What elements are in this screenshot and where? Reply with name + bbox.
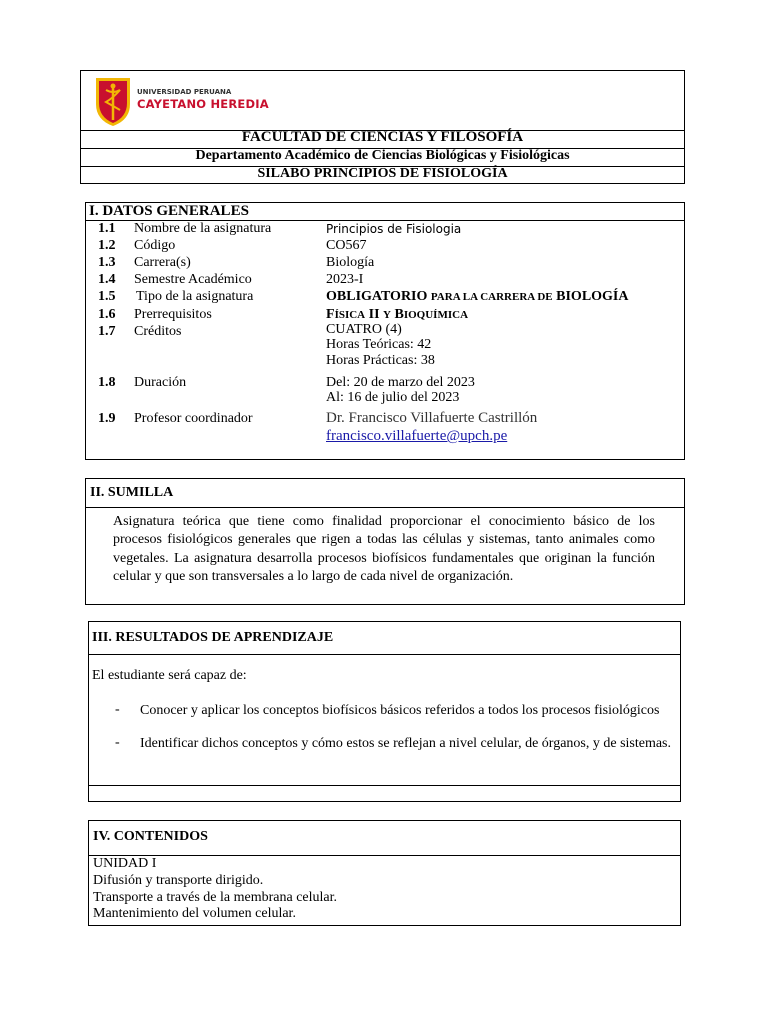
row-1-9-number: 1.9 — [98, 411, 116, 426]
general-heading: I. DATOS GENERALES — [89, 203, 249, 219]
contents-line-1: UNIDAD I — [93, 856, 157, 871]
sumilla-heading: II. SUMILLA — [90, 485, 174, 500]
outcomes-heading-divider — [89, 654, 680, 655]
prereq-numeral: II — [368, 307, 380, 322]
logo-line-1: UNIVERSIDAD PERUANA — [137, 88, 232, 96]
outcomes-heading: III. RESULTADOS DE APRENDIZAJE — [92, 630, 334, 645]
row-1-7-value-hours-practice: Horas Prácticas: 38 — [326, 353, 435, 368]
course-type-connector: PARA LA CARRERA DE — [430, 291, 553, 303]
row-1-2-number: 1.2 — [98, 238, 116, 253]
contents-line-3: Transporte a través de la membrana celular. — [93, 890, 338, 905]
sumilla-section — [85, 478, 685, 605]
row-1-7-value: CUATRO (4) — [326, 322, 402, 337]
sumilla-text: Asignatura teórica que tiene como finalidad proporcionar el conocimiento básico de los procesos fisiológicos generales que rigen a todas las células y sistemas, tanto animales como vegetales. La asignatura desarrolla procesos biofísicos fundamentales que originan la función celular y que son transversales a lo largo de cada nivel de organización. — [113, 514, 655, 584]
contents-heading: IV. CONTENIDOS — [93, 829, 208, 844]
coordinator-email-link[interactable]: francisco.villafuerte@upch.pe — [326, 428, 508, 444]
row-1-8-number: 1.8 — [98, 375, 116, 390]
row-1-5-label: Tipo de la asignatura — [136, 289, 254, 304]
row-1-5-value — [326, 289, 629, 305]
row-1-1-value: Principios de Fisiologia — [326, 222, 462, 236]
row-1-3-value: Biología — [326, 255, 375, 270]
course-type-value: OBLIGATORIO — [326, 289, 428, 304]
row-1-4-value: 2023-I — [326, 272, 364, 287]
row-1-6-value — [326, 307, 468, 323]
outcome-2-bullet: - — [115, 735, 120, 750]
row-1-7-number: 1.7 — [98, 324, 116, 339]
row-1-8-value-end: Al: 16 de julio del 2023 — [326, 390, 460, 405]
row-1-1-number: 1.1 — [98, 221, 116, 236]
outcomes-bottom-divider — [89, 785, 680, 786]
row-1-8-value-start: Del: 20 de marzo del 2023 — [326, 375, 475, 390]
row-1-3-label: Carrera(s) — [134, 255, 191, 270]
row-1-2-value: CO567 — [326, 238, 367, 253]
university-shield-logo — [94, 76, 132, 128]
department-title: Departamento Académico de Ciencias Biológicas y Fisiológicas — [195, 148, 570, 163]
contents-section — [88, 820, 681, 926]
sumilla-heading-divider — [86, 507, 684, 508]
outcome-1-bullet: - — [115, 702, 120, 717]
title-box — [80, 130, 685, 184]
learning-outcomes-section — [88, 621, 681, 802]
outcome-1-text: Conocer y aplicar los conceptos biofísicos básicos referidos a todos los procesos fisiológicos — [140, 703, 660, 718]
prereq-cap-1: F — [326, 307, 335, 322]
row-1-3-number: 1.3 — [98, 255, 116, 270]
row-1-1-label: Nombre de la asignatura — [134, 221, 272, 236]
header-logo-box — [80, 70, 685, 131]
row-1-9-label: Profesor coordinador — [134, 411, 253, 426]
logo-line-2: CAYETANO HEREDIA — [137, 97, 269, 111]
row-1-4-label: Semestre Académico — [134, 272, 252, 287]
contents-heading-divider — [89, 855, 680, 856]
coordinator-name: Dr. Francisco Villafuerte Castrillón — [326, 410, 538, 426]
row-1-6-number: 1.6 — [98, 307, 116, 322]
row-1-7-value-hours-theory: Horas Teóricas: 42 — [326, 337, 432, 352]
outcome-2-text: Identificar dichos conceptos y cómo estos se reflejan a nivel celular, de órganos, y de sistemas. — [140, 736, 672, 751]
row-1-8-label: Duración — [134, 375, 187, 390]
row-1-6-label: Prerrequisitos — [134, 307, 212, 322]
contents-line-4: Mantenimiento del volumen celular. — [93, 906, 296, 921]
prereq-rest-2: IOQUÍMICA — [403, 309, 469, 321]
row-1-5-number: 1.5 — [98, 289, 116, 304]
row-1-2-label: Código — [134, 238, 176, 253]
row-1-7-label: Créditos — [134, 324, 182, 339]
contents-line-2: Difusión y transporte dirigido. — [93, 873, 264, 888]
row-1-4-number: 1.4 — [98, 272, 116, 287]
outcomes-intro: El estudiante será capaz de: — [92, 668, 247, 683]
prereq-conjunction: Y — [383, 309, 391, 321]
faculty-title: FACULTAD DE CIENCIAS Y FILOSOFÍA — [241, 129, 524, 145]
general-data-section — [85, 202, 685, 460]
syllabus-title: SILABO PRINCIPIOS DE FISIOLOGÍA — [257, 166, 508, 181]
prereq-cap-2: B — [394, 307, 404, 322]
course-type-career: BIOLOGÍA — [556, 289, 629, 304]
prereq-rest-1: ÍSICA — [334, 309, 366, 321]
